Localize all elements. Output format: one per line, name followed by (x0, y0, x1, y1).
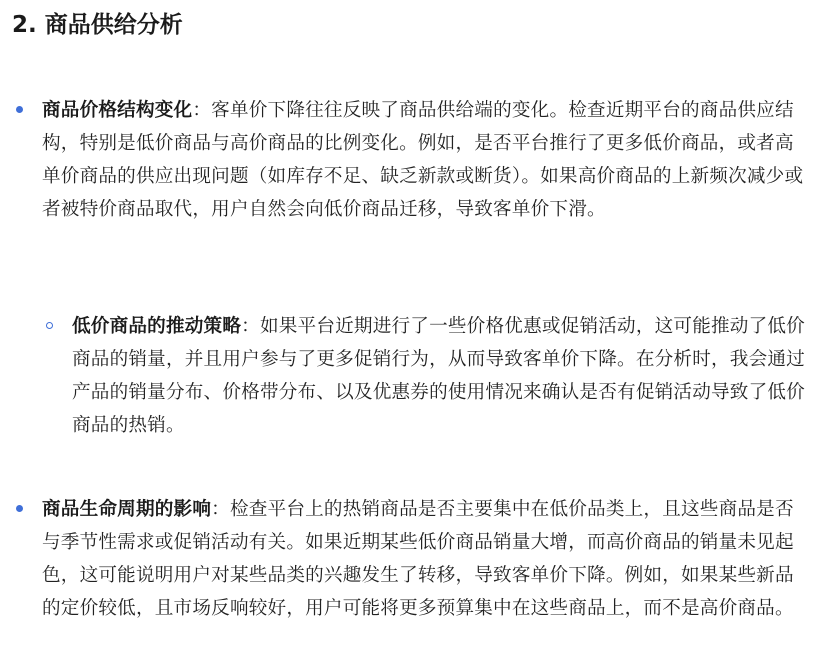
list-item-term: 低价商品的推动策略 (72, 316, 242, 337)
list-item-text: 检查平台上的热销商品是否主要集中在低价品类上，且这些商品是否与季节性需求或促销活动有关。如果近期某些低价商品销量大增，而高价商品的销量未见起色，这可能说明用户对某些品类的兴趣发生了转移，导致客单价下降。例如，如果某些新品的定价较低，且市场反响较好，用户可能将更多预算集中在这些商品上，而不是高价商品。 (42, 499, 794, 619)
section-heading: 2. 商品供给分析 (12, 12, 183, 38)
bullet-disc-icon (16, 106, 23, 113)
list-item-colon: ： (241, 316, 260, 337)
list-item-term: 商品生命周期的影响 (42, 499, 212, 520)
list-item (72, 310, 812, 442)
list-item-text: 客单价下降往往反映了商品供给端的变化。检查近期平台的商品供应结构，特别是低价商品与高价商品的比例变化。例如，是否平台推行了更多低价商品，或者高单价商品的供应出现问题（如库存不足、缺乏新款或断货）。如果高价商品的上新频次减少或者被特价商品取代，用户自然会向低价商品迁移，导致客单价下滑。 (42, 100, 804, 220)
list-item-term: 商品价格结构变化 (42, 100, 193, 121)
list-item-colon: ： (211, 499, 230, 520)
list-item (42, 493, 802, 625)
list-item-colon: ： (192, 100, 212, 121)
list-item (42, 94, 812, 226)
bullet-disc-icon (16, 505, 23, 512)
list-item-text: 如果平台近期进行了一些价格优惠或促销活动，这可能推动了低价商品的销量，并且用户参与了更多促销行为，从而导致客单价下降。在分析时，我会通过产品的销量分布、价格带分布、以及优惠券的使用情况来确认是否有促销活动导致了低价商品的热销。 (72, 316, 805, 436)
bullet-circle-icon (46, 322, 53, 329)
